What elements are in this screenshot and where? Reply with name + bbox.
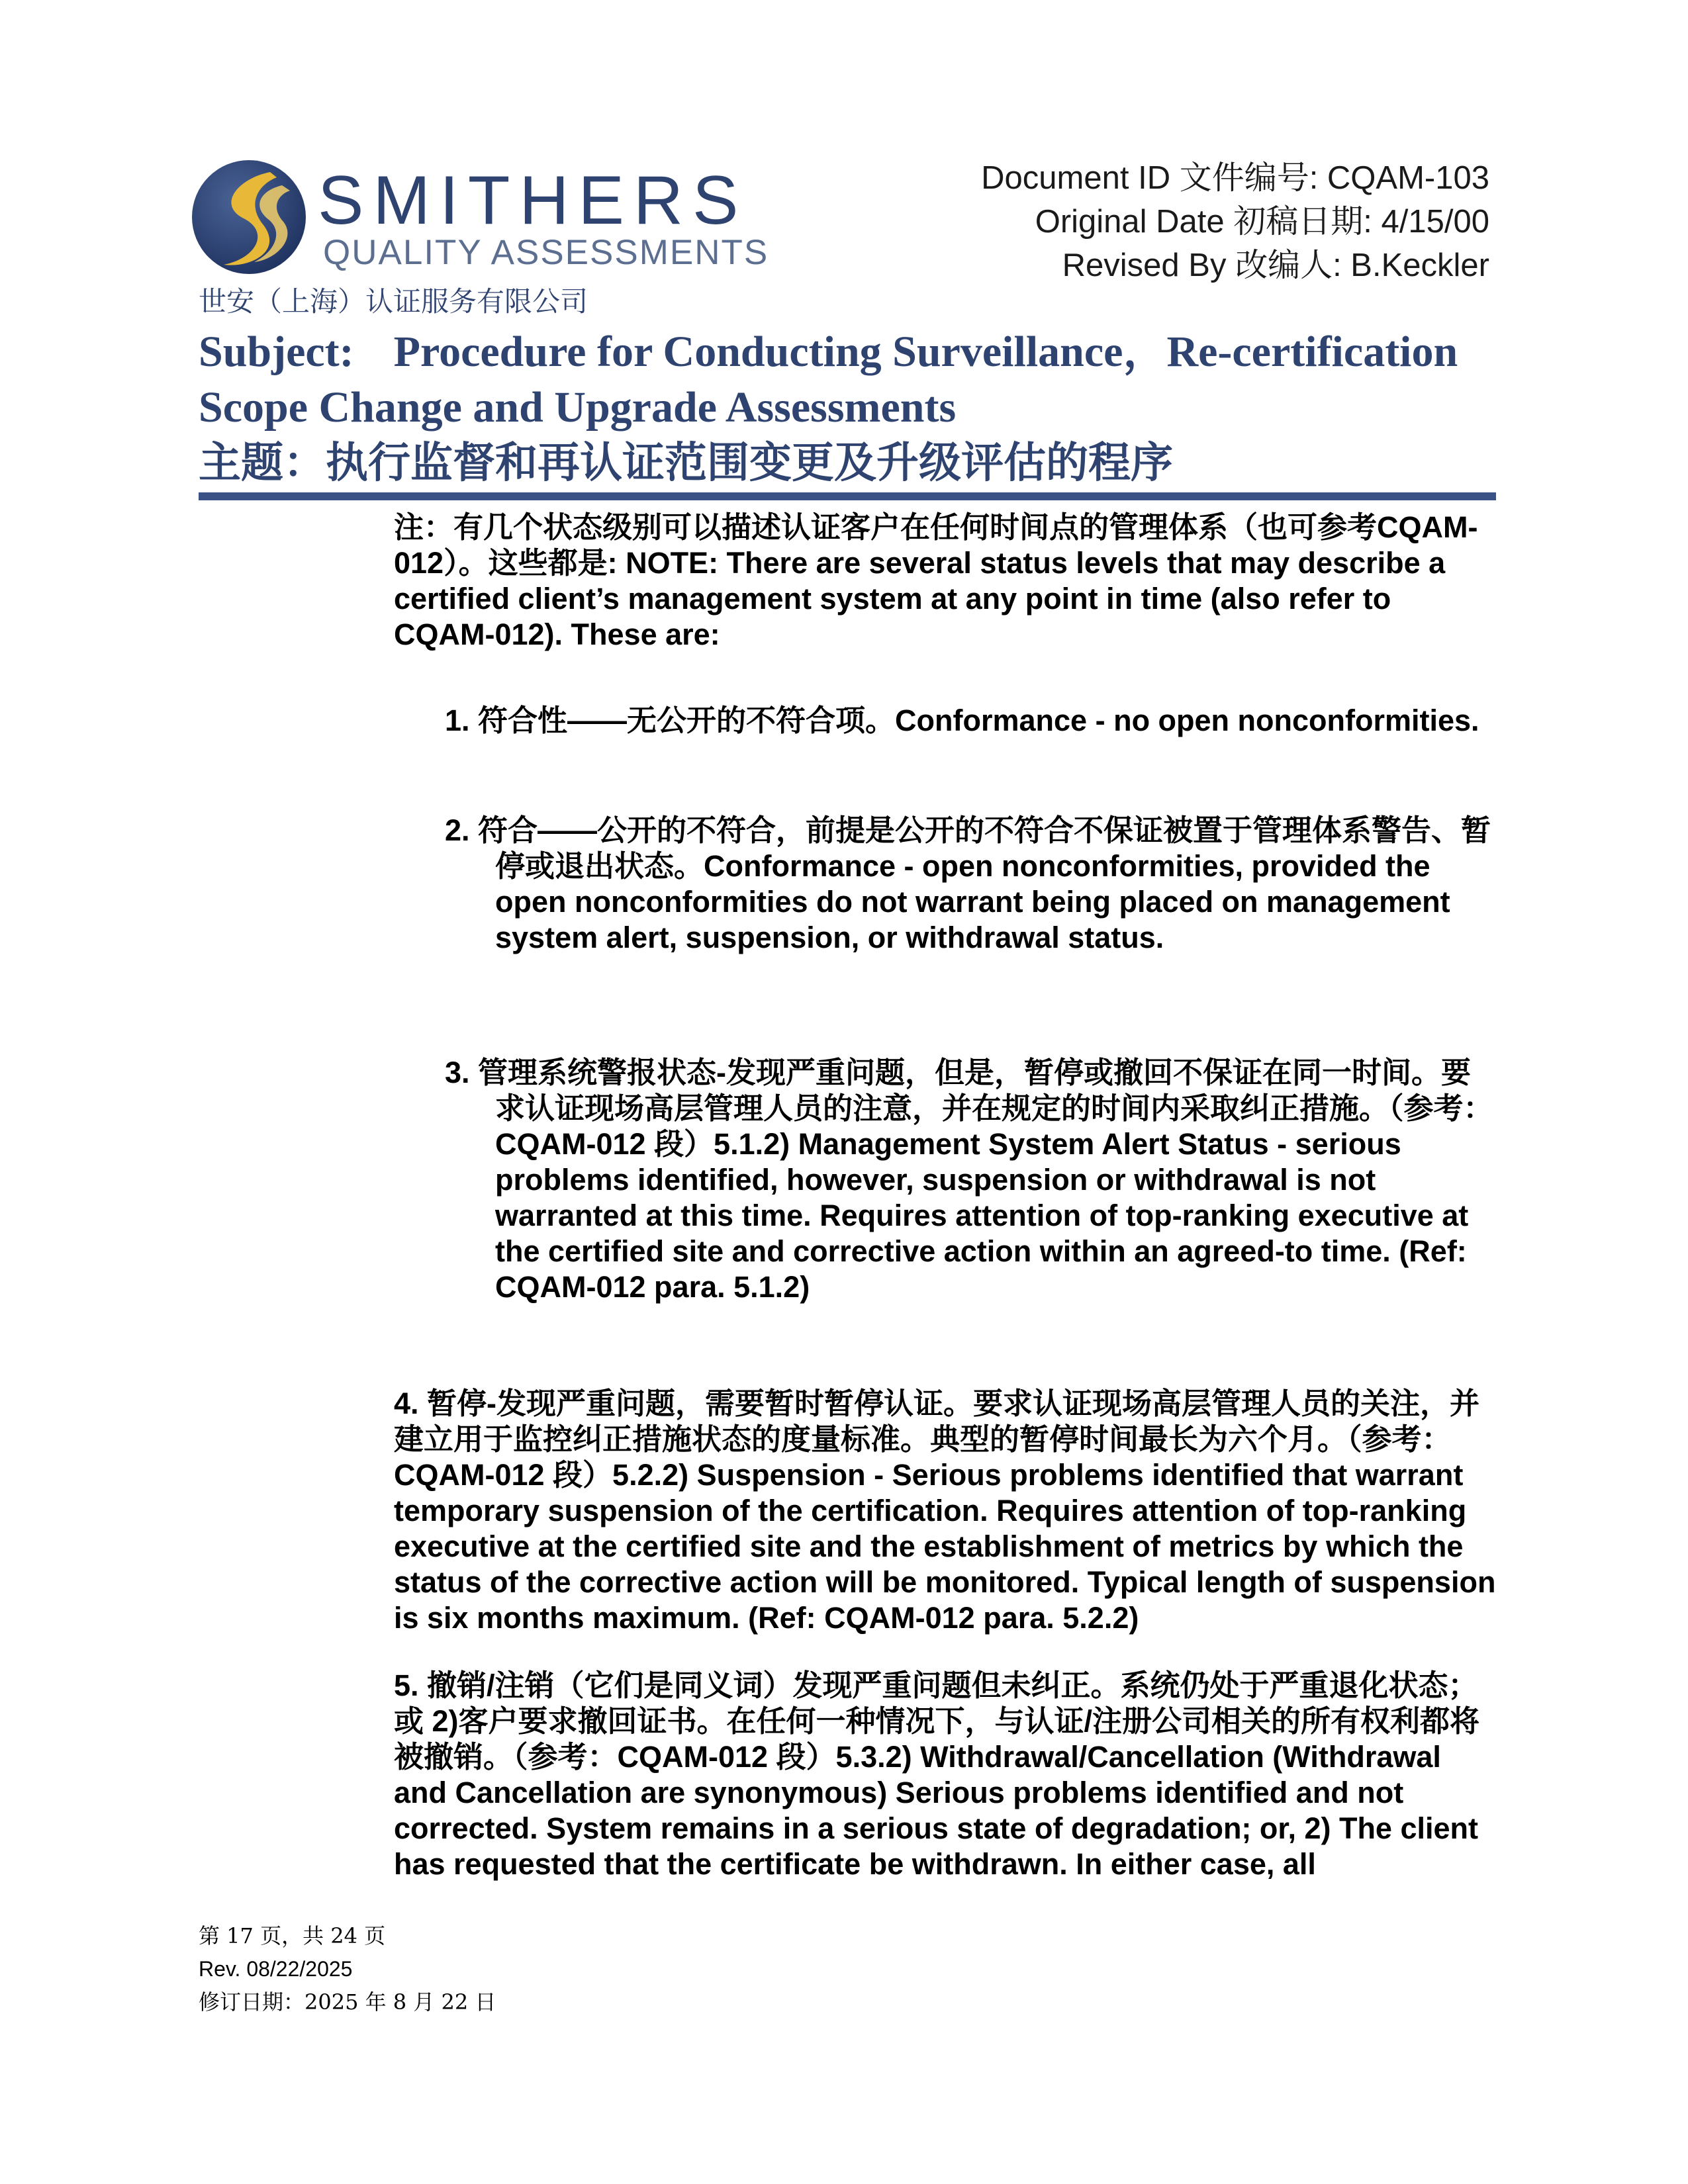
header-divider [199,492,1496,500]
logo-wordmark: SMITHERS [318,162,748,239]
document-meta [981,156,1489,287]
revised-by: Revised By 改编人: B.Keckler [1062,248,1489,283]
original-date: Original Date 初稿日期: 4/15/00 [1035,204,1489,240]
page-number: 第 17 页，共 24 页 [199,1923,386,1948]
page-footer [199,1919,496,2019]
company-name-cn: 世安（上海）认证服务有限公司 [199,285,588,318]
logo-tagline: QUALITY ASSESSMENTS [323,233,769,272]
smithers-logo [191,159,769,285]
revision-date: Rev. 08/22/2025 [199,1957,353,1981]
list-item: 2. 符合——公开的不符合，前提是公开的不符合不保证被置于管理体系警告、暂停或退出状态。Conformance - open nonconformities, provided the open nonconformities do not warrant being placed on management system alert, suspension, or withdrawal status. [445,813,1491,954]
status-note: 注：有几个状态级别可以描述认证客户在任何时间点的管理体系（也可参考CQAM-012）。这些都是: NOTE: There are several status levels that may describe a certified client’s management system at any point in time (also refer to CQAM-012). These are: [394,510,1478,651]
subject-line-2: Scope Change and Upgrade Assessments [199,383,957,432]
list-item: 1. 符合性——无公开的不符合项。Conformance - no open nonconformities. [445,704,1479,737]
subject-label: Subject: [199,328,354,376]
smithers-logo-icon [191,159,307,275]
revision-date-cn: 修订日期：2025 年 8 月 22 日 [199,1989,496,2015]
subject-line-1: Procedure for Conducting Surveillance，Re-certification [393,328,1458,376]
list-item: 4. 暂停-发现严重问题，需要暂时暂停认证。要求认证现场高层管理人员的关注，并建立用于监控纠正措施状态的度量标准。典型的暂停时间最长为六个月。（参考：CQAM-012 段）5.2.2) Suspension - Serious problems identified that warrant temporary suspension of the certification. Requires attention of top-ranking executive at the certified site and the establishment of metrics by which the status of the corrective action will be monitored. Typical length of suspension is six months maximum. (Ref: CQAM-012 para. 5.2.2) [394,1387,1496,1635]
document-id: Document ID 文件编号: CQAM-103 [981,160,1489,196]
list-item: 5. 撤销/注销（它们是同义词）发现严重问题但未纠正。系统仍处于严重退化状态；或 2)客户要求撤回证书。在任何一种情况下，与认证/注册公司相关的所有权利都将被撤销。（参考：CQAM-012 段）5.3.2) Withdrawal/Cancellation (Withdrawal and Cancellation are synonymous) Serious problems identified and not corrected. System remains in a serious state of degradation; or, 2) The client has requested that the certificate be withdrawn. In either case, all [394,1668,1480,1881]
subject-heading [199,324,1496,491]
list-item: 3. 管理系统警报状态-发现严重问题，但是，暂停或撤回不保证在同一时间。要求认证现场高层管理人员的注意，并在规定的时间内采取纠正措施。（参考：CQAM-012 段）5.1.2) Management System Alert Status - serious problems identified, however, suspension or withdrawal is not warranted at this time. Requires attention of top-ranking executive at the certified site and corrective action within an agreed-to time. (Ref: CQAM-012 para. 5.1.2) [445,1056,1493,1304]
subject-line-cn: 主题：执行监督和再认证范围变更及升级评估的程序 [199,439,1173,488]
